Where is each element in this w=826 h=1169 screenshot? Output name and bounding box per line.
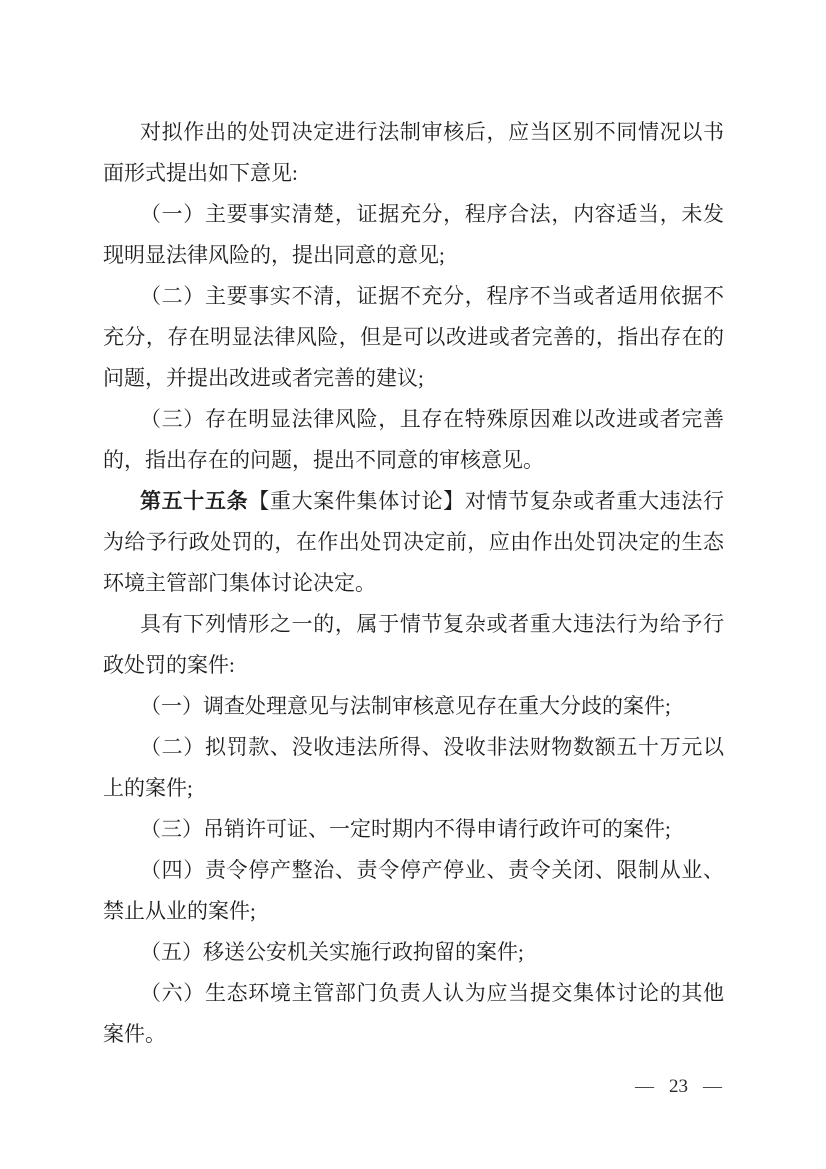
text-line: （三）吊销许可证、一定时期内不得申请行政许可的案件; [140, 817, 671, 841]
line-text: 【重大案件集体讨论】对情节复杂或者重大违法行 [248, 489, 724, 513]
text-line: （六）生态环境主管部门负责人认为应当提交集体讨论的其他 [140, 981, 724, 1005]
text-line: 案件。 [103, 1022, 166, 1046]
text-line: 面形式提出如下意见: [103, 161, 298, 185]
text-line: （二）拟罚款、没收违法所得、没收非法财物数额五十万元以 [140, 735, 724, 759]
text-line: 对拟作出的处罚决定进行法制审核后，应当区别不同情况以书 [140, 120, 724, 144]
text-line: 环境主管部门集体讨论决定。 [103, 571, 376, 595]
page-number: 23 [669, 1076, 688, 1097]
text-line: 禁止从业的案件; [103, 899, 256, 923]
page-footer [635, 1074, 722, 1100]
text-line [103, 481, 724, 522]
text-line: （五）移送公安机关实施行政拘留的案件; [140, 940, 524, 964]
footer-right-dash: — [703, 1076, 722, 1097]
text-line: 充分，存在明显法律风险，但是可以改进或者完善的，指出存在的 [103, 325, 724, 349]
text-line: （一）主要事实清楚，证据充分，程序合法，内容适当，未发 [140, 202, 724, 226]
text-line: （四）责令停产整治、责令停产停业、责令关闭、限制从业、 [140, 858, 724, 882]
text-line: 为给予行政处罚的，在作出处罚决定前，应由作出处罚决定的生态 [103, 530, 724, 554]
document-body [103, 112, 724, 1055]
text-line: （二）主要事实不清，证据不充分，程序不当或者适用依据不 [140, 284, 724, 308]
footer-left-dash: — [635, 1076, 654, 1097]
text-line: 的，指出存在的问题，提出不同意的审核意见。 [103, 448, 544, 472]
text-line: 具有下列情形之一的，属于情节复杂或者重大违法行为给予行 [140, 612, 724, 636]
text-line: 上的案件; [103, 776, 193, 800]
text-line: （一）调查处理意见与法制审核意见存在重大分歧的案件; [140, 694, 671, 718]
text-line: 政处罚的案件: [103, 653, 235, 677]
text-line: 问题，并提出改进或者完善的建议; [103, 366, 424, 390]
text-line: 现明显法律风险的，提出同意的意见; [103, 243, 445, 267]
article-number-bold: 第五十五条 [140, 489, 249, 513]
text-line: （三）存在明显法律风险，且存在特殊原因难以改进或者完善 [140, 407, 724, 431]
